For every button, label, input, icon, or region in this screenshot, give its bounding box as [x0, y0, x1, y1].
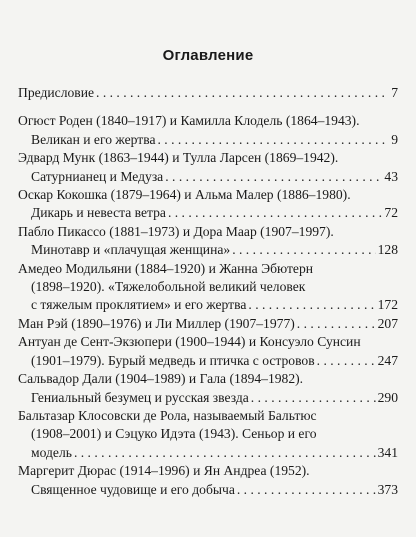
- leader-dots: [297, 315, 376, 333]
- toc-entry-text: Сальвадор Дали (1904–1989) и Гала (1894–1982).: [18, 371, 304, 387]
- page-number: 290: [377, 389, 398, 405]
- page-title: Оглавление: [162, 47, 254, 64]
- page-number: 43: [384, 168, 398, 184]
- toc-entry-line: [18, 407, 398, 425]
- leader-dots: [96, 84, 389, 102]
- toc-entry-line: [18, 370, 398, 388]
- leader-dots: [251, 389, 376, 407]
- toc-entry-line: [18, 296, 398, 314]
- toc-entry: [18, 223, 398, 260]
- toc-entry-line: [18, 389, 398, 407]
- page-number: 373: [377, 481, 398, 497]
- leader-dots: [237, 481, 376, 499]
- toc-entry-line: [18, 278, 398, 296]
- toc-entry-text: (1898–1920). «Тяжелобольной великий человек: [31, 279, 306, 295]
- toc-entry-line: [18, 315, 398, 333]
- toc-entry-text: Бальтазар Клосовски де Рола, называемый Бальтюс: [18, 407, 317, 423]
- toc-entry-line: [18, 241, 398, 259]
- toc-entry: [18, 407, 398, 462]
- toc-entry: [18, 315, 398, 333]
- spacer: [18, 102, 398, 112]
- page-number: 128: [377, 242, 398, 258]
- toc-entry-text: Священное чудовище и его добыча: [31, 481, 235, 497]
- leader-dots: [74, 444, 376, 462]
- toc-entry-text: (1908–2001) и Сэцуко Идэта (1943). Сеньор и его: [31, 426, 317, 442]
- table-of-contents: [18, 84, 398, 499]
- page-number: 247: [377, 352, 398, 368]
- toc-entry: [18, 149, 398, 186]
- toc-entry-line: [18, 444, 398, 462]
- leader-dots: [248, 296, 375, 314]
- leader-dots: [168, 204, 382, 222]
- toc-entry: [18, 186, 398, 223]
- toc-entry-line: [18, 149, 398, 167]
- toc-entry-line: [18, 223, 398, 241]
- toc-entry: [18, 112, 398, 149]
- page-number: 72: [384, 205, 398, 221]
- toc-entry-text: Эдвард Мунк (1863–1944) и Тулла Ларсен (1869–1942).: [18, 150, 339, 166]
- leader-dots: [165, 168, 382, 186]
- toc-entry-text: Маргерит Дюрас (1914–1996) и Ян Андреа (1952).: [18, 463, 310, 479]
- toc-entry-line: [18, 462, 398, 480]
- toc-entry-line: [18, 425, 398, 443]
- toc-entry-text: (1901–1979). Бурый медведь и птичка с островов: [31, 352, 315, 368]
- toc-entry-line: [18, 112, 398, 130]
- toc-entry-line: [18, 352, 398, 370]
- toc-entry-line: [18, 131, 398, 149]
- toc-entry-line: [18, 84, 398, 102]
- toc-entry-text: Великан и его жертва: [31, 131, 156, 147]
- toc-entry-line: [18, 186, 398, 204]
- toc-entry-text: Минотавр и «плачущая женщина»: [31, 242, 231, 258]
- toc-entry-line: [18, 333, 398, 351]
- toc-entry: [18, 370, 398, 407]
- toc-entry-text: Предисловие: [18, 85, 95, 100]
- toc-entry-text: Ман Рэй (1890–1976) и Ли Миллер (1907–1977): [18, 315, 295, 331]
- toc-entry: [18, 84, 398, 102]
- toc-entry-text: Огюст Роден (1840–1917) и Камилла Клодель (1864–1943).: [18, 113, 360, 129]
- toc-entry-text: Сатурнианец и Медуза: [31, 168, 164, 184]
- toc-entry-line: [18, 481, 398, 499]
- toc-entry: [18, 260, 398, 315]
- toc-entry-text: Пабло Пикассо (1881–1973) и Дора Маар (1907–1997).: [18, 223, 334, 239]
- toc-entry-text: Оскар Кокошка (1879–1964) и Альма Малер (1886–1980).: [18, 187, 351, 203]
- page-number: 341: [377, 444, 398, 460]
- leader-dots: [232, 241, 375, 259]
- page-number: 172: [377, 297, 398, 313]
- leader-dots: [157, 131, 389, 149]
- page-number: 207: [377, 315, 398, 331]
- toc-entry-text: Амедео Модильяни (1884–1920) и Жанна Эбютерн: [18, 260, 314, 276]
- toc-entry-line: [18, 260, 398, 278]
- page-number: 9: [391, 131, 398, 147]
- page-number: 7: [391, 85, 398, 100]
- toc-entry-text: Гениальный безумец и русская звезда: [31, 389, 249, 405]
- leader-dots: [317, 352, 376, 370]
- toc-entry-text: Дикарь и невеста ветра: [31, 205, 166, 221]
- toc-entry-line: [18, 204, 398, 222]
- toc-entry-line: [18, 168, 398, 186]
- toc-entry-text: Антуан де Сент-Экзюпери (1900–1944) и Консуэло Сунсин: [18, 334, 361, 350]
- toc-entry: [18, 333, 398, 370]
- toc-entry: [18, 462, 398, 499]
- toc-entry-text: модель: [31, 444, 72, 460]
- toc-entry-text: с тяжелым проклятием» и его жертва: [31, 297, 247, 313]
